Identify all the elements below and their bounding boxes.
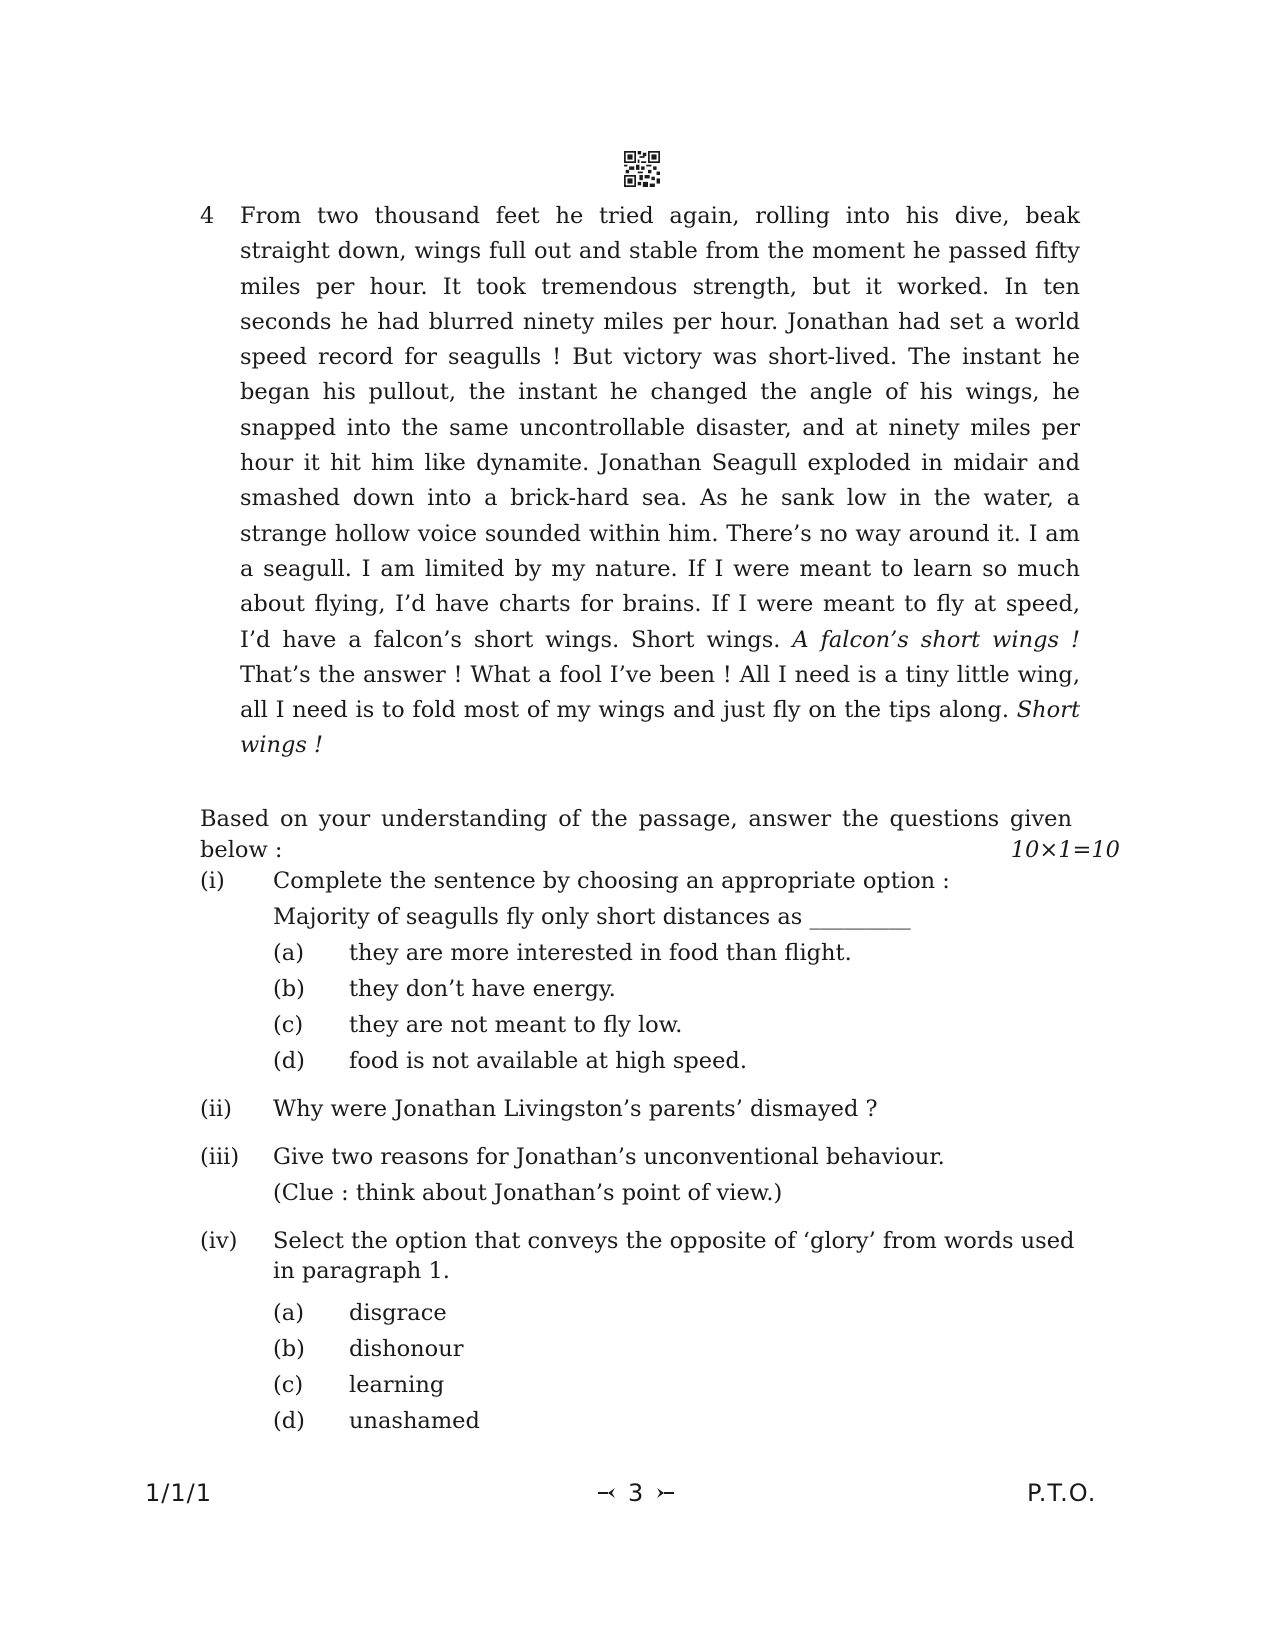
paper-code: 1/1/1 (145, 1479, 212, 1507)
question-label: (iv) (200, 1228, 238, 1254)
option-text: unashamed (349, 1408, 480, 1434)
option-label: (c) (273, 1372, 304, 1398)
option-label: (b) (273, 976, 305, 1002)
option-text: learning (349, 1372, 445, 1398)
passage-italic-2: Short wings ! (240, 697, 1080, 759)
pto-label: P.T.O. (1027, 1479, 1097, 1507)
option-label: (d) (273, 1048, 305, 1074)
question-label: (iii) (200, 1144, 240, 1170)
option-label: (c) (273, 1012, 304, 1038)
passage-text-main: From two thousand feet he tried again, rolling into his dive, beak straight down, wings full out and stable from the moment he passed fifty miles per hour. It took tremendous strength, but it worked. In ten seconds he had blurred ninety miles per hour. Jonathan had set a world speed record for seagulls ! But victory was short-lived. The instant he began his pullout, the instant he changed the angle of his wings, he snapped into the same uncontrollable disaster, and at ninety miles per hour it hit him like dynamite. Jonathan Seagull exploded in midair and smashed down into a brick-hard sea. As he sank low in the water, a strange hollow voice sounded within him. There’s no way around it. I am a seagull. I am limited by my nature. If I were meant to learn so much about flying, I’d have charts for brains. If I were meant to fly at speed, I’d have a falcon’s short wings. Short wings. (240, 203, 1080, 653)
marks-allocation: 10×1=10 (1010, 837, 1120, 863)
passage-number: 4 (200, 203, 215, 229)
passage-text-middle: That’s the answer ! What a fool I’ve been ! All I need is a tiny little wing, all I need is to fold most of my wings and just fly on the tips along. (240, 661, 1080, 724)
option-text: they don’t have energy. (349, 976, 616, 1002)
option-text: they are more interested in food than flight. (349, 940, 852, 966)
question-subtext: Majority of seagulls fly only short distances as _________ (273, 904, 911, 930)
option-label: (d) (273, 1408, 305, 1434)
page-number: 3 (628, 1479, 645, 1507)
ornament-left-icon (598, 1486, 622, 1500)
option-label: (a) (273, 940, 304, 966)
option-text: food is not available at high speed. (349, 1048, 747, 1074)
question-subtext: (Clue : think about Jonathan’s point of view.) (273, 1180, 783, 1206)
option-text: disgrace (349, 1300, 447, 1326)
question-text: Select the option that conveys the opposite of ‘glory’ from words used in paragraph 1. (273, 1228, 1075, 1284)
instructions-line2: below : (200, 837, 283, 863)
passage-text (240, 199, 1080, 764)
page-number-group (598, 1478, 674, 1508)
instructions (200, 804, 1120, 866)
question-text: Complete the sentence by choosing an appropriate option : (273, 868, 950, 894)
option-label: (b) (273, 1336, 305, 1362)
question-label: (ii) (200, 1096, 232, 1122)
option-text: they are not meant to fly low. (349, 1012, 683, 1038)
instructions-line1: Based on your understanding of the passage, answer the questions given (200, 806, 1072, 832)
option-label: (a) (273, 1300, 304, 1326)
option-text: dishonour (349, 1336, 464, 1362)
qr-code-icon (624, 151, 660, 187)
question-label: (i) (200, 868, 225, 894)
passage-italic-1: A falcon’s short wings ! (792, 626, 1081, 653)
ornament-right-icon (650, 1486, 674, 1500)
question-text: Why were Jonathan Livingston’s parents’ dismayed ? (273, 1096, 878, 1122)
question-text: Give two reasons for Jonathan’s unconventional behaviour. (273, 1144, 945, 1170)
